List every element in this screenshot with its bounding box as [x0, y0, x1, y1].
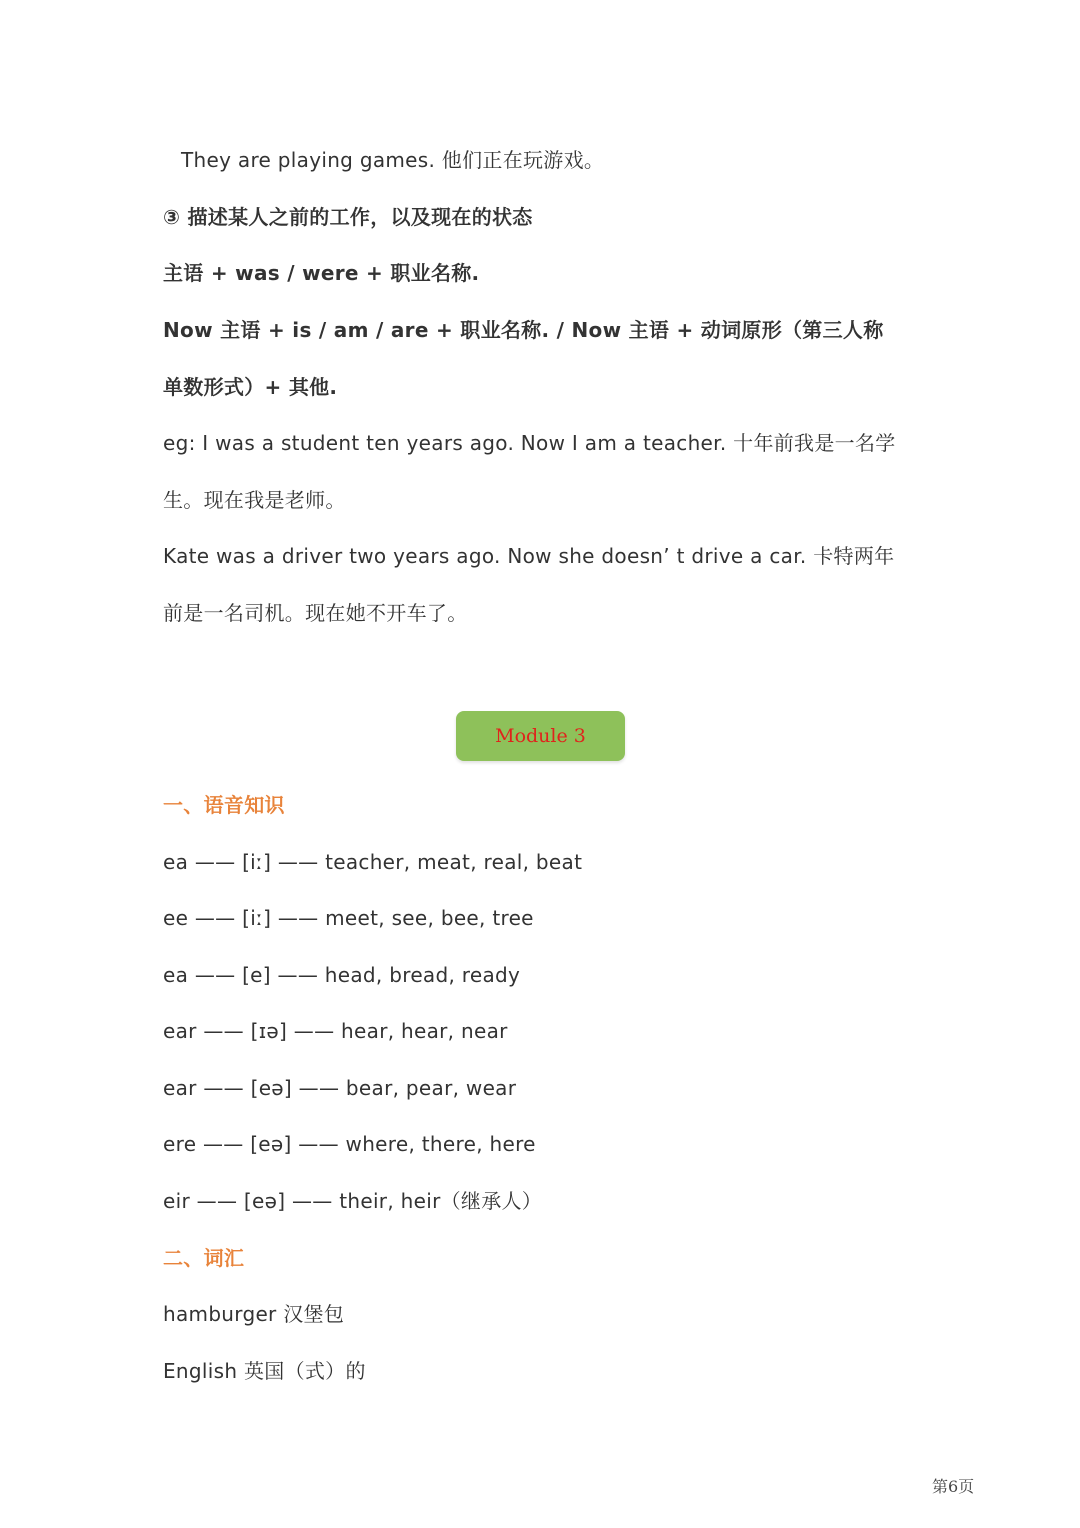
grammar-formula-now-cont: 单数形式）+ 其他. — [163, 375, 338, 399]
phonics-row: ere —— [eə] —— where, there, here — [163, 1132, 536, 1156]
phonics-row: ea —— [e] —— head, bread, ready — [163, 963, 521, 987]
section-heading-vocabulary: 二、词汇 — [163, 1246, 245, 1270]
phonics-row: ea —— [iː] —— teacher, meat, real, beat — [163, 850, 583, 874]
grammar-formula-now: Now 主语 + is / am / are + 职业名称. / Now 主语 + 动词原形（第三人称 — [163, 318, 884, 342]
vocab-item: English 英国（式）的 — [163, 1359, 366, 1383]
section-heading-phonics: 一、语音知识 — [163, 793, 285, 817]
rule-heading-3: ③ 描述某人之前的工作，以及现在的状态 — [163, 205, 533, 229]
example-teacher: eg: I was a student ten years ago. Now I am a teacher. 十年前我是一名学 — [163, 431, 896, 455]
phonics-row: ee —— [iː] —— meet, see, bee, tree — [163, 906, 534, 930]
module-label: Module 3 — [495, 725, 586, 747]
phonics-row: eir —— [eə] —— their, heir（继承人） — [163, 1189, 543, 1213]
phonics-row: ear —— [eə] —— bear, pear, wear — [163, 1076, 517, 1100]
example-teacher-cont: 生。现在我是老师。 — [163, 488, 346, 512]
example-sentence-games: They are playing games. 他们正在玩游戏。 — [181, 148, 605, 172]
module-banner — [456, 711, 625, 761]
grammar-formula-past: 主语 + was / were + 职业名称. — [163, 261, 480, 285]
example-kate-cont: 前是一名司机。现在她不开车了。 — [163, 601, 468, 625]
page-number: 第6页 — [932, 1477, 975, 1496]
example-kate: Kate was a driver two years ago. Now she doesn’ t drive a car. 卡特两年 — [163, 544, 895, 568]
phonics-row: ear —— [ɪə] —— hear, hear, near — [163, 1019, 508, 1043]
vocab-item: hamburger 汉堡包 — [163, 1302, 345, 1326]
